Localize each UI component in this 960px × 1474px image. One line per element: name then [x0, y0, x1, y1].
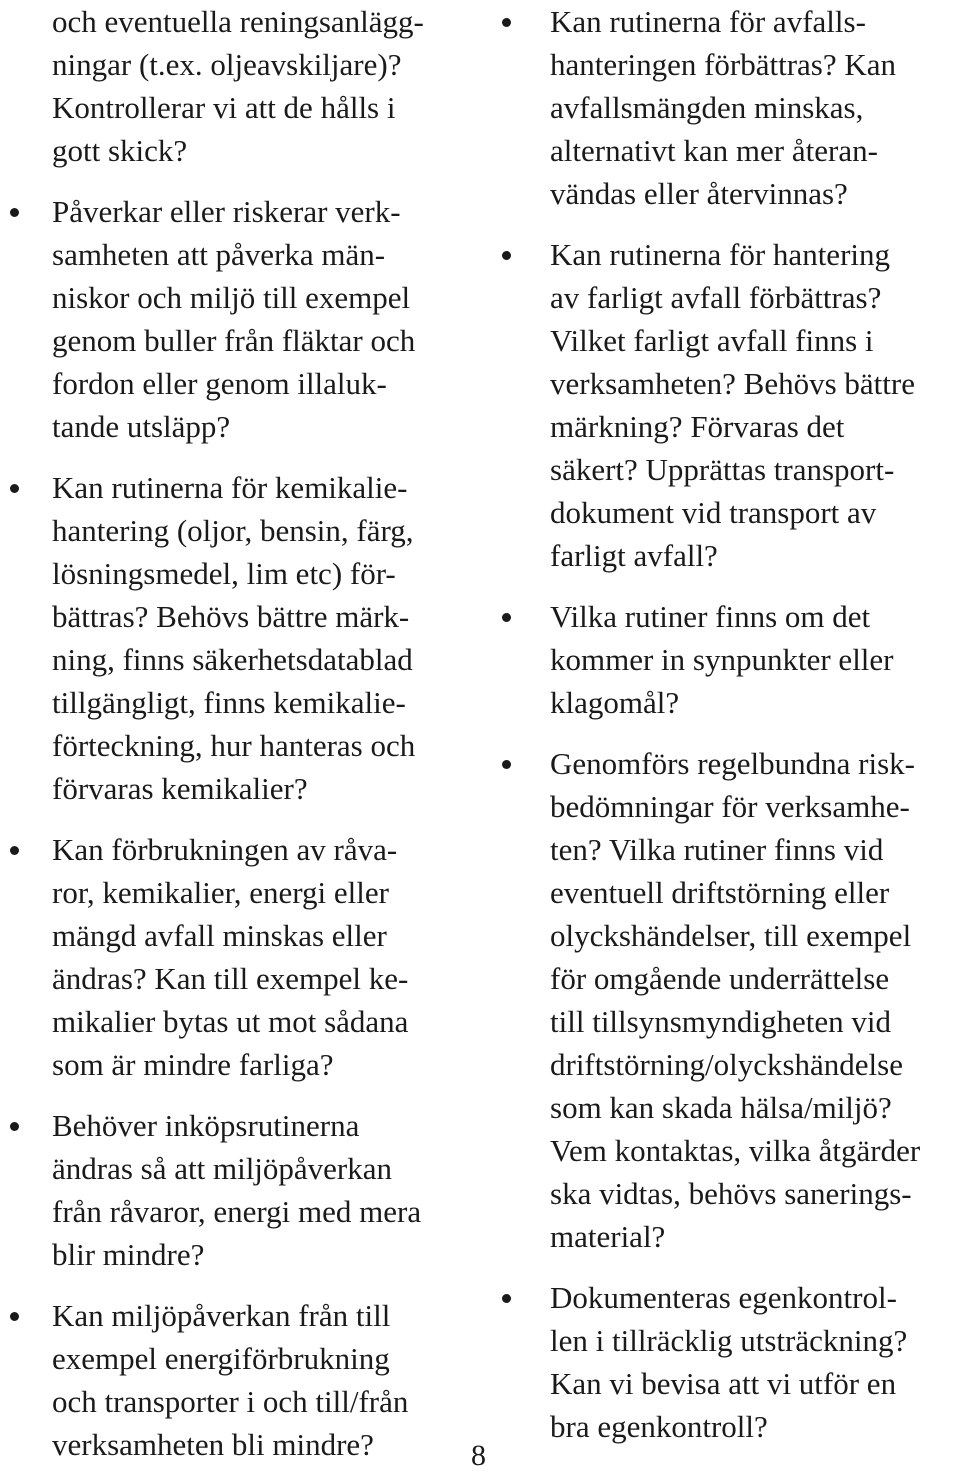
- text-line: len i tillräcklig utsträckning?: [550, 1323, 908, 1358]
- text-line: bra egenkontroll?: [550, 1409, 768, 1444]
- bullet-icon: [502, 1294, 511, 1303]
- text-line: driftstörning/olyckshändelse: [550, 1047, 903, 1082]
- text-line: genom buller från fläktar och: [52, 323, 416, 358]
- text-line: Påverkar eller riskerar verk-: [52, 194, 401, 229]
- text-line: Kan förbrukningen av råva-: [52, 832, 398, 867]
- text-line: ror, kemikalier, energi eller: [52, 875, 389, 910]
- text-line: ändras så att miljöpåverkan: [52, 1151, 393, 1186]
- text-line: Vem kontaktas, vilka åtgärder: [550, 1133, 921, 1168]
- text-line: Kan miljöpåverkan från till: [52, 1298, 391, 1333]
- text-line: bättras? Behövs bättre märk-: [52, 599, 410, 634]
- text-line: från råvaror, energi med mera: [52, 1194, 422, 1229]
- text-line: Kan vi bevisa att vi utför en: [550, 1366, 897, 1401]
- bullet-icon: [502, 251, 511, 260]
- text-line: bedömningar för verksamhe-: [550, 789, 910, 824]
- text-line: tande utsläpp?: [52, 409, 231, 444]
- text-line: dokument vid transport av: [550, 495, 877, 530]
- text-line: fordon eller genom illaluk-: [52, 366, 387, 401]
- text-line: till tillsynsmyndigheten vid: [550, 1004, 891, 1039]
- text-line: och transporter i och till/från: [52, 1384, 409, 1419]
- text-line: niskor och miljö till exempel: [52, 280, 411, 315]
- text-line: material?: [550, 1219, 666, 1254]
- text-line: märkning? Förvaras det: [550, 409, 845, 444]
- text-line: förteckning, hur hanteras och: [52, 728, 416, 763]
- text-line: som är mindre farliga?: [52, 1047, 334, 1082]
- bullet-icon: [10, 484, 19, 493]
- text-line: mängd avfall minskas eller: [52, 918, 387, 953]
- text-line: kommer in synpunkter eller: [550, 642, 894, 677]
- bullet-icon: [502, 760, 511, 769]
- text-line: ning, finns säkerhetsdatablad: [52, 642, 413, 677]
- text-line: ändras? Kan till exempel ke-: [52, 961, 409, 996]
- text-line: Vilka rutiner finns om det: [550, 599, 871, 634]
- text-line: avfallsmängden minskas,: [550, 90, 864, 125]
- text-line: som kan skada hälsa/miljö?: [550, 1090, 892, 1125]
- bullet-icon: [502, 613, 511, 622]
- text-line: ska vidtas, behövs sanerings-: [550, 1176, 912, 1211]
- text-line: Kan rutinerna för avfalls-: [550, 4, 866, 39]
- text-line: alternativt kan mer återan-: [550, 133, 878, 168]
- text-line: samheten att påverka män-: [52, 237, 386, 272]
- text-line: Dokumenteras egenkontrol-: [550, 1280, 897, 1315]
- text-line: verksamheten? Behövs bättre: [550, 366, 915, 401]
- text-line: säkert? Upprättas transport-: [550, 452, 895, 487]
- text-line: gott skick?: [52, 133, 188, 168]
- text-line: Kan rutinerna för hantering: [550, 237, 891, 272]
- text-line: mikalier bytas ut mot sådana: [52, 1004, 409, 1039]
- text-line: Kan rutinerna för kemikalie-: [52, 470, 408, 505]
- text-line: hantering (oljor, bensin, färg,: [52, 513, 414, 548]
- text-line: exempel energiförbrukning: [52, 1341, 390, 1376]
- text-line: olyckshändelser, till exempel: [550, 918, 912, 953]
- bullet-icon: [10, 208, 19, 217]
- text-line: eventuell driftstörning eller: [550, 875, 890, 910]
- text-line: Genomförs regelbundna risk-: [550, 746, 916, 781]
- text-line: blir mindre?: [52, 1237, 205, 1272]
- text-line: farligt avfall?: [550, 538, 718, 573]
- page-number: 8: [471, 1439, 486, 1472]
- text-line: ningar (t.ex. oljeavskiljare)?: [52, 47, 402, 82]
- text-line: och eventuella reningsanlägg-: [52, 4, 424, 39]
- text-line: verksamheten bli mindre?: [52, 1427, 374, 1462]
- text-line: vändas eller återvinnas?: [550, 176, 848, 211]
- text-line: ten? Vilka rutiner finns vid: [550, 832, 884, 867]
- bullet-icon: [10, 1122, 19, 1131]
- text-line: för omgående underrättelse: [550, 961, 890, 996]
- text-line: hanteringen förbättras? Kan: [550, 47, 897, 82]
- bullet-icon: [10, 846, 19, 855]
- bullet-icon: [502, 18, 511, 27]
- text-line: Vilket farligt avfall finns i: [550, 323, 874, 358]
- text-line: klagomål?: [550, 685, 680, 720]
- text-line: förvaras kemikalier?: [52, 771, 308, 806]
- text-line: Kontrollerar vi att de hålls i: [52, 90, 396, 125]
- text-line: lösningsmedel, lim etc) för-: [52, 556, 396, 591]
- text-line: Behöver inköpsrutinerna: [52, 1108, 360, 1143]
- bullet-icon: [10, 1312, 19, 1321]
- text-line: av farligt avfall förbättras?: [550, 280, 882, 315]
- text-line: tillgängligt, finns kemikalie-: [52, 685, 406, 720]
